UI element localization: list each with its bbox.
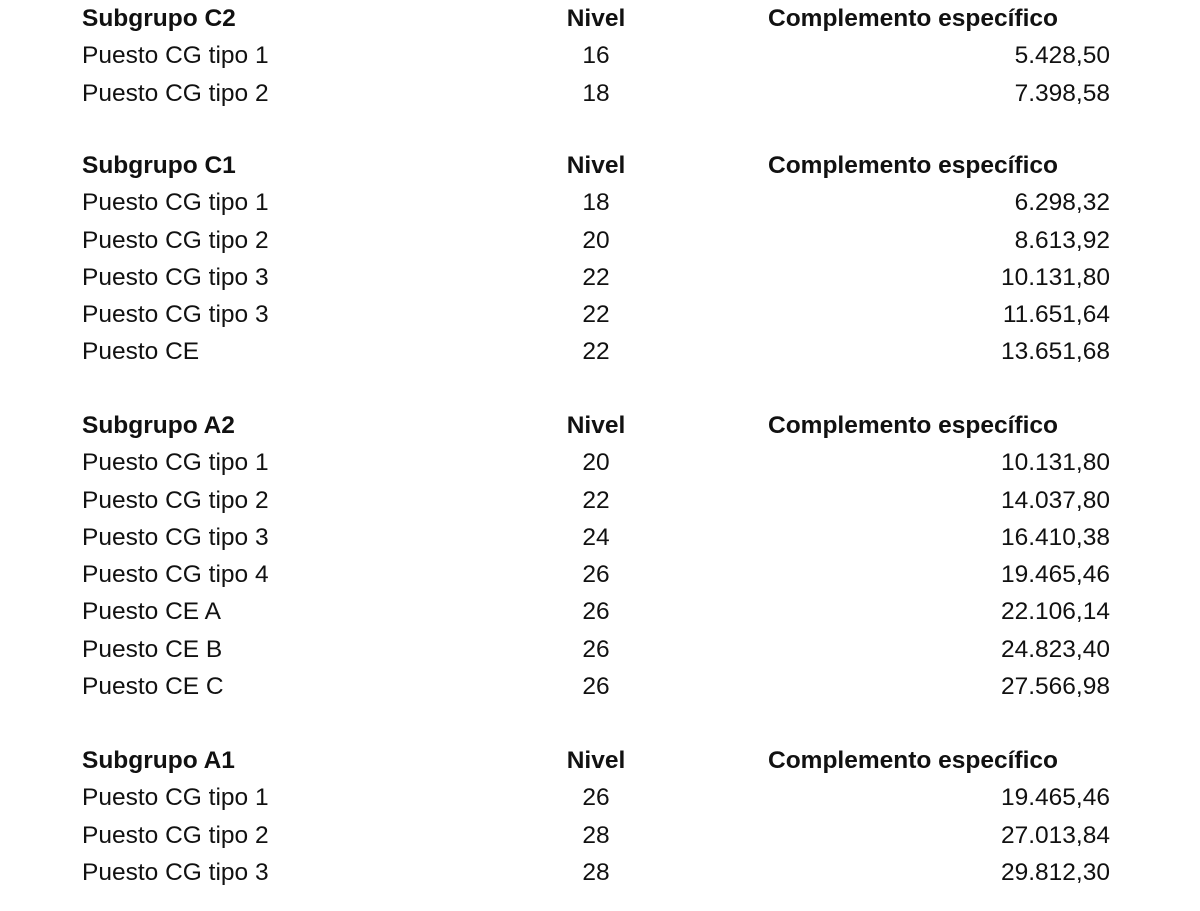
position-name: Puesto CG tipo 2	[82, 486, 269, 514]
position-name: Puesto CG tipo 1	[82, 42, 269, 70]
table-row	[0, 184, 1200, 221]
position-level: 26	[582, 635, 610, 663]
complement-column-header: Complemento específico	[768, 152, 1058, 179]
position-name: Puesto CG tipo 1	[82, 189, 269, 217]
specific-complement-value: 14.037,80	[1001, 486, 1110, 514]
specific-complement-value: 10.131,80	[1001, 263, 1110, 291]
salary-table-section	[0, 742, 1200, 891]
complement-column-header: Complemento específico	[768, 412, 1058, 439]
position-level: 22	[582, 301, 610, 329]
position-level: 22	[582, 486, 610, 514]
position-level: 16	[582, 42, 610, 70]
table-row	[0, 519, 1200, 556]
table-header-row	[0, 147, 1200, 184]
position-name: Puesto CG tipo 2	[82, 79, 269, 107]
level-column-header: Nivel	[566, 747, 626, 774]
position-level: 20	[582, 226, 610, 254]
table-row	[0, 222, 1200, 259]
specific-complement-value: 22.106,14	[1001, 598, 1110, 626]
subgroup-title: Subgrupo A2	[82, 412, 235, 439]
salary-table-section	[0, 0, 1200, 112]
specific-complement-value: 27.013,84	[1001, 821, 1110, 849]
position-level: 28	[582, 821, 610, 849]
position-level: 26	[582, 561, 610, 589]
table-header-row	[0, 0, 1200, 37]
position-name: Puesto CG tipo 1	[82, 449, 269, 477]
position-level: 22	[582, 338, 610, 366]
complement-column-header: Complemento específico	[768, 747, 1058, 774]
specific-complement-value: 19.465,46	[1001, 784, 1110, 812]
table-row	[0, 37, 1200, 74]
position-name: Puesto CE A	[82, 598, 221, 626]
table-row	[0, 259, 1200, 296]
specific-complement-value: 16.410,38	[1001, 523, 1110, 551]
position-level: 26	[582, 598, 610, 626]
table-row	[0, 631, 1200, 668]
subgroup-title: Subgrupo C2	[82, 5, 236, 32]
specific-complement-value: 5.428,50	[1014, 42, 1110, 70]
specific-complement-value: 8.613,92	[1014, 226, 1110, 254]
position-level: 26	[582, 784, 610, 812]
table-row	[0, 779, 1200, 816]
position-name: Puesto CG tipo 2	[82, 821, 269, 849]
complement-column-header: Complemento específico	[768, 5, 1058, 32]
level-column-header: Nivel	[566, 152, 626, 179]
specific-complement-value: 27.566,98	[1001, 673, 1110, 701]
specific-complement-value: 6.298,32	[1014, 189, 1110, 217]
table-row	[0, 817, 1200, 854]
level-column-header: Nivel	[566, 412, 626, 439]
specific-complement-value: 13.651,68	[1001, 338, 1110, 366]
specific-complement-value: 11.651,64	[1002, 301, 1110, 329]
table-row	[0, 333, 1200, 370]
table-row	[0, 668, 1200, 705]
table-row	[0, 482, 1200, 519]
position-name: Puesto CE B	[82, 635, 223, 663]
subgroup-title: Subgrupo A1	[82, 747, 235, 774]
specific-complement-value: 24.823,40	[1001, 635, 1110, 663]
position-level: 20	[582, 449, 610, 477]
table-row	[0, 296, 1200, 333]
subgroup-title: Subgrupo C1	[82, 152, 236, 179]
position-level: 18	[582, 79, 610, 107]
position-name: Puesto CG tipo 3	[82, 523, 269, 551]
table-row	[0, 854, 1200, 891]
specific-complement-value: 7.398,58	[1014, 79, 1110, 107]
salary-table-section	[0, 407, 1200, 705]
level-column-header: Nivel	[566, 5, 626, 32]
position-level: 26	[582, 673, 610, 701]
position-name: Puesto CE C	[82, 673, 224, 701]
position-name: Puesto CG tipo 3	[82, 858, 269, 886]
table-row	[0, 444, 1200, 481]
position-level: 18	[582, 189, 610, 217]
position-level: 28	[582, 858, 610, 886]
position-name: Puesto CG tipo 3	[82, 301, 269, 329]
specific-complement-value: 29.812,30	[1001, 858, 1110, 886]
specific-complement-value: 10.131,80	[1001, 449, 1110, 477]
position-name: Puesto CE	[82, 338, 200, 366]
specific-complement-value: 19.465,46	[1001, 561, 1110, 589]
position-level: 24	[582, 523, 610, 551]
position-name: Puesto CG tipo 4	[82, 561, 269, 589]
table-row	[0, 75, 1200, 112]
table-header-row	[0, 742, 1200, 779]
table-row	[0, 593, 1200, 630]
position-level: 22	[582, 263, 610, 291]
position-name: Puesto CG tipo 3	[82, 263, 269, 291]
table-header-row	[0, 407, 1200, 444]
salary-table-section	[0, 147, 1200, 371]
position-name: Puesto CG tipo 2	[82, 226, 269, 254]
position-name: Puesto CG tipo 1	[82, 784, 269, 812]
table-row	[0, 556, 1200, 593]
